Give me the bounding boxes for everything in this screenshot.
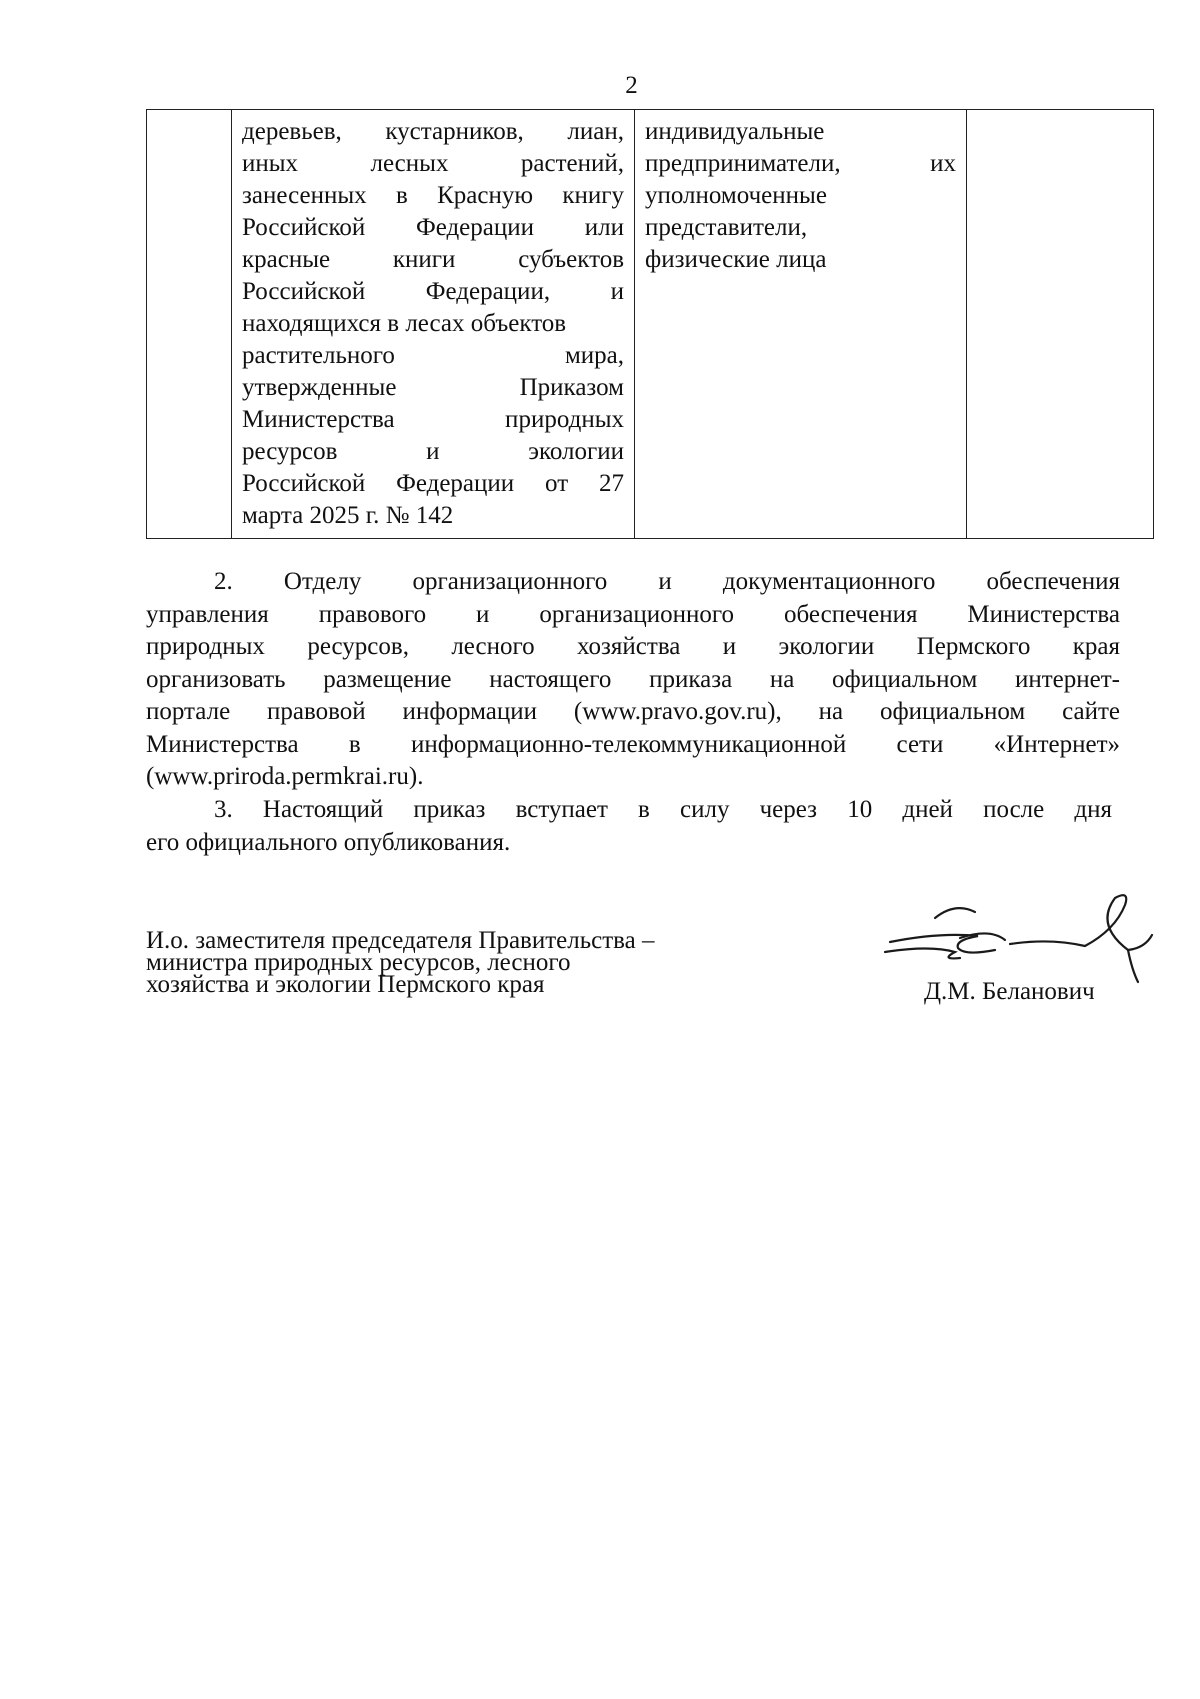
cell-line: иных лесных растений,: [242, 150, 624, 177]
paragraph-line: управления правового и организационного обеспечения Министерства: [146, 600, 1120, 628]
paragraph-line: портале правовой информации (www.pravo.gov.ru), на официальном сайте: [146, 698, 1120, 725]
cell-line: деревьев, кустарников, лиан,: [242, 118, 624, 145]
paragraph-line: организовать размещение настоящего приказа на официальном интернет-: [146, 665, 1120, 693]
position-line: министра природных ресурсов, лесного: [146, 949, 571, 976]
paragraph-3: [146, 794, 1112, 859]
cell-line: индивидуальные: [645, 118, 825, 145]
cell-line: растительного мира,: [242, 342, 624, 369]
cell-line: представители,: [645, 214, 808, 241]
paragraph-line: Министерства в информационно-телекоммуникационной сети «Интернет»: [146, 730, 1120, 758]
position-line: И.о. заместителя председателя Правительства –: [146, 927, 655, 954]
paragraph-line: его официального опубликования.: [146, 828, 511, 856]
table-cell-document: [232, 110, 635, 539]
cell-line: находящихся в лесах объектов: [242, 310, 567, 337]
table-cell-empty: [967, 110, 1154, 539]
cell-line: Министерства природных: [242, 406, 624, 433]
signer-name: Д.М. Беланович: [924, 978, 1095, 1005]
cell-line: красные книги субъектов: [242, 246, 624, 273]
table-cell-number: [147, 110, 232, 539]
paragraph-line: (www.priroda.permkrai.ru).: [146, 763, 424, 790]
table-cell-subjects: [635, 110, 967, 539]
cell-line: физические лица: [645, 246, 827, 273]
cell-line: Российской Федерации от 27: [242, 470, 624, 497]
cell-line: марта 2025 г. № 142: [242, 502, 454, 529]
table-row: [147, 110, 1154, 539]
cell-line: предприниматели, их: [645, 150, 956, 177]
paragraph-2: [146, 566, 1120, 794]
cell-line: Российской Федерации или: [242, 214, 624, 241]
cell-line: ресурсов и экологии: [242, 438, 624, 465]
paragraph-line: 3. Настоящий приказ вступает в силу через 10 дней после дня: [214, 796, 1112, 823]
signatory-position: [146, 927, 655, 998]
cell-line: утвержденные Приказом: [242, 374, 624, 401]
position-line: хозяйства и экологии Пермского края: [146, 971, 545, 998]
paragraph-line: природных ресурсов, лесного хозяйства и экологии Пермского края: [146, 633, 1120, 660]
continuation-table: [146, 109, 1154, 539]
cell-line: занесенных в Красную книгу: [242, 182, 624, 209]
cell-line: Российской Федерации, и: [242, 278, 624, 305]
page-number: 2: [625, 72, 638, 99]
paragraph-line: 2. Отделу организационного и документационного обеспечения: [214, 568, 1120, 595]
handwritten-signature: [860, 890, 1180, 990]
cell-line: уполномоченные: [645, 182, 827, 209]
